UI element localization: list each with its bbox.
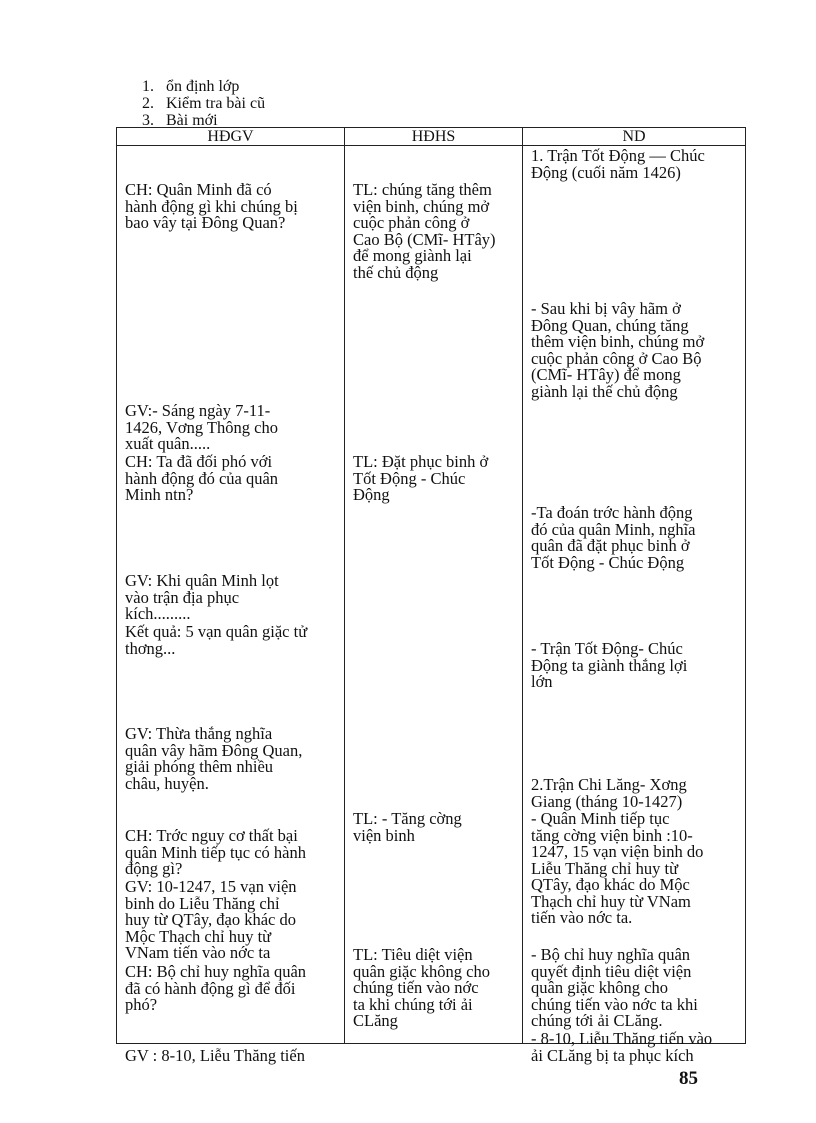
intro-item: 1. ổn định lớp	[142, 78, 240, 95]
intro-item: 2. Kiểm tra bài cũ	[142, 95, 266, 112]
nd-entry: - Sau khi bị vây hãm ở Đông Quan, chúng tăng thêm viện binh, chúng mở cuộc phản công ở Cao Bộ (CMĩ- HTây) để mong giành lại thế chủ động	[531, 299, 705, 401]
gv-entry: GV: Khi quân Minh lọt vào trận địa phục kích.........	[125, 571, 279, 623]
gv-entry: GV : 8-10, Liễu Thăng tiến	[125, 1046, 305, 1065]
hs-entry: TL: - Tăng cờng viện binh	[353, 809, 462, 845]
nd-entry: 1. Trận Tốt Động — Chúc Động (cuối năm 1426)	[531, 146, 705, 182]
gv-entry: GV:- Sáng ngày 7-11- 1426, Vơng Thông cho xuất quân.....	[125, 401, 278, 453]
gv-entry: GV: 10-1247, 15 vạn viện binh do Liễu Thăng chỉ huy từ QTây, đạo khác do Mộc Thạch chỉ huy từ VNam tiến vào nớc ta	[125, 877, 297, 962]
lesson-table	[116, 127, 746, 1065]
gv-entry: GV: Thừa thắng nghĩa quân vây hãm Đông Quan, giải phóng thêm nhiều châu, huyện.	[125, 724, 303, 793]
nd-entry: - Quân Minh tiếp tục tăng cờng viện binh :10- 1247, 15 vạn viện binh do Liễu Thăng chỉ huy từ QTây, đạo khác do Mộc Thạch chỉ huy từ VNam tiến vào nớc ta.	[531, 809, 704, 927]
gv-entry: Kết quả: 5 vạn quân giặc tử thơng...	[125, 622, 308, 658]
hs-entry: TL: Đặt phục binh ở Tốt Động - Chúc Động	[353, 452, 489, 504]
student-activity-column	[345, 146, 523, 1044]
nd-entry: - 8-10, Liễu Thăng tiến vào ải CLăng bị ta phục kích	[531, 1029, 713, 1065]
nd-entry: 2.Trận Chi Lăng- Xơng Giang (tháng 10-1427)	[531, 775, 687, 811]
gv-entry: CH: Bộ chỉ huy nghĩa quân đã có hành động gì để đối phó?	[125, 962, 307, 1014]
header-nd: ND	[523, 128, 746, 146]
teacher-activity-column	[117, 146, 345, 1065]
gv-entry: CH: Trớc nguy cơ thất bại quân Minh tiếp tục có hành động gì?	[125, 826, 307, 878]
hs-entry: TL: chúng tăng thêm viện binh, chúng mở cuộc phản công ở Cao Bộ (CMĩ- HTây) để mong giành lại thế chủ động	[353, 180, 496, 282]
table-body-row	[117, 146, 746, 1044]
table-header-row	[117, 128, 746, 146]
gv-entry: CH: Ta đã đối phó với hành động đó của quân Minh ntn?	[125, 452, 279, 504]
gv-entry: CH: Quân Minh đã có hành động gì khi chúng bị bao vây tại Đông Quan?	[125, 180, 298, 232]
hs-entry: TL: Tiêu diệt viện quân giặc không cho chúng tiến vào nớc ta khi chúng tới ải CLăng	[353, 945, 491, 1030]
header-hdgv: HĐGV	[117, 128, 345, 146]
intro-item: 3. Bài mới	[142, 112, 218, 129]
page-number: 85	[679, 1068, 698, 1089]
nd-entry: - Bộ chỉ huy nghĩa quân quyết định tiêu diệt viện quân giặc không cho chúng tiến vào nớc ta khi chúng tới ải CLăng.	[531, 945, 698, 1030]
header-hdhs: HĐHS	[345, 128, 523, 146]
nd-entry: - Trận Tốt Động- Chúc Động ta giành thắng lợi lớn	[531, 639, 688, 691]
content-column	[523, 146, 746, 1065]
nd-entry: -Ta đoán trớc hành động đó của quân Minh, nghĩa quân đã đặt phục binh ở Tốt Động - Chúc Động	[531, 503, 696, 572]
intro-list	[142, 78, 265, 129]
